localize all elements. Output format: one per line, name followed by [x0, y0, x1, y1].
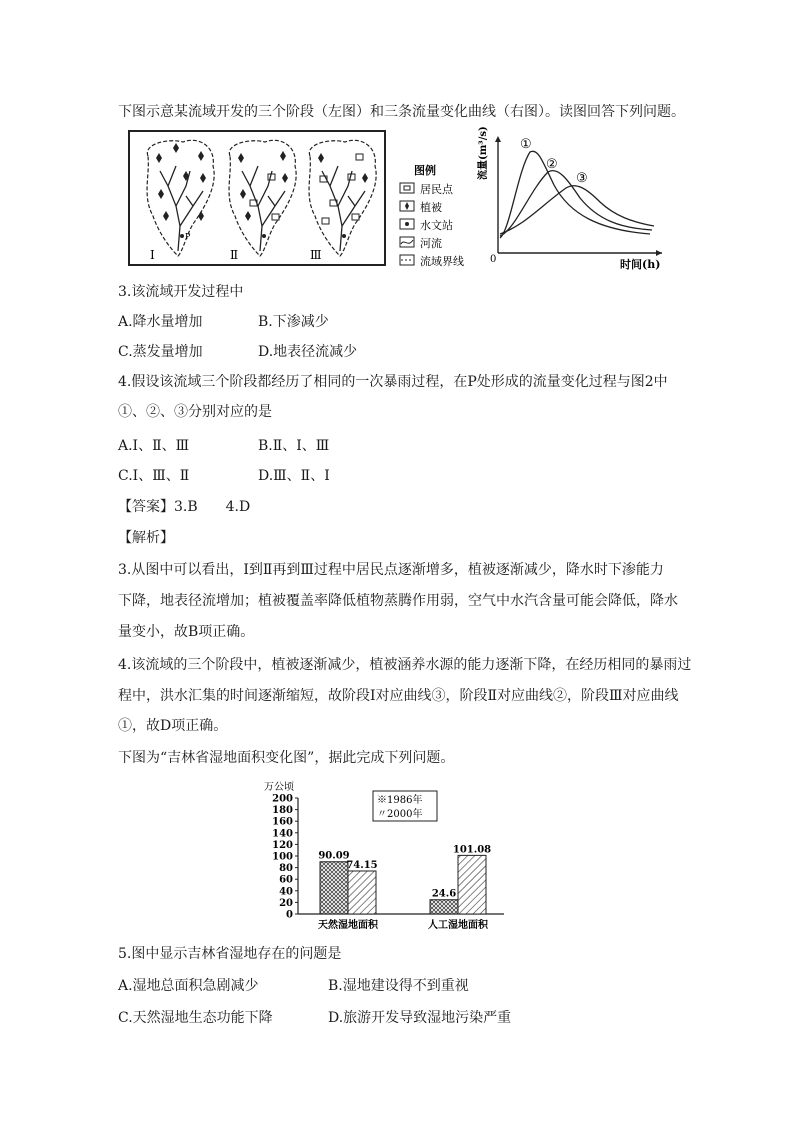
stage-label-1: Ⅰ — [150, 248, 155, 262]
vegetation-marks — [238, 151, 288, 221]
x-axis-label: 时间(h) — [620, 258, 661, 271]
analysis4-line1: 4.该流域的三个阶段中，植被逐渐减少，植被涵养水源的能力逐渐下降，在经历相同的暴雨过 — [118, 657, 692, 673]
basin-stages-figure — [128, 130, 386, 266]
origin-label: 0 — [490, 254, 497, 265]
discharge-curve-chart — [478, 126, 670, 275]
q3-stem: 3.该流域开发过程中 — [118, 284, 244, 300]
curve-label-2: ② — [546, 157, 558, 172]
q3-option-b: B.下渗减少 — [258, 314, 329, 330]
q3-option-a: A.降水量增加 — [118, 314, 203, 330]
curve-label-3: ③ — [576, 171, 588, 186]
y-tick-label: 200 — [272, 793, 293, 805]
hydro-station-icon — [342, 234, 346, 238]
y-tick-label: 120 — [272, 839, 293, 851]
bar-artificial-2000年 — [458, 855, 486, 914]
legend-item-boundary: 流域界线 — [420, 255, 464, 268]
q4-option-a: A.Ⅰ、Ⅱ、Ⅲ — [118, 438, 190, 454]
y-axis-label: 流量(m³/s) — [478, 126, 489, 180]
analysis4-line3: ①，故D项正确。 — [118, 718, 228, 734]
basin-stages-svg — [130, 132, 384, 264]
basin-stage-1 — [147, 140, 214, 262]
q4-stem-line2: ①、②、③分别对应的是 — [118, 404, 272, 420]
basin-stage-2 — [229, 140, 296, 262]
q4-option-b: B.Ⅱ、Ⅰ、Ⅲ — [258, 438, 330, 454]
category-label: 人工湿地面积 — [428, 920, 488, 931]
analysis-title: 【解析】 — [118, 530, 174, 546]
q5-intro: 下图为“吉林省湿地面积变化图”，据此完成下列问题。 — [118, 750, 455, 766]
q5-option-c: C.天然湿地生态功能下降 — [118, 1010, 273, 1026]
basin-stage-3 — [309, 140, 376, 262]
bar-natural-2000年 — [348, 871, 376, 914]
bar-natural-1986年 — [320, 862, 348, 914]
y-tick-label: 80 — [279, 863, 293, 875]
legend-item-hydro-station: 水文站 — [420, 219, 453, 232]
q5-option-b: B.湿地建设得不到重视 — [328, 978, 469, 994]
y-tick-label: 180 — [272, 805, 293, 817]
curve-1 — [500, 151, 650, 238]
q5-stem: 5.图中显示吉林省湿地存在的问题是 — [118, 946, 342, 962]
y-tick-label: 60 — [279, 874, 293, 886]
point-p-label: P — [185, 232, 191, 241]
data-label: 101.08 — [452, 844, 492, 856]
y-axis-arrow-icon — [495, 136, 501, 142]
stage-label-2: Ⅱ — [230, 248, 239, 262]
wetland-area-bar-chart — [262, 778, 512, 940]
data-label: 74.15 — [346, 859, 378, 871]
y-tick-label: 20 — [279, 897, 293, 909]
river-network — [160, 166, 203, 251]
legend-item-vegetation: 植被 — [420, 201, 442, 214]
q3-option-c: C.蒸发量增加 — [118, 344, 203, 360]
river-network — [322, 166, 365, 251]
q4-stem-line1: 4.假设该流域三个阶段都经历了相同的一次暴雨过程，在P处形成的流量变化过程与图2中 — [118, 374, 668, 390]
map-legend — [396, 160, 488, 272]
legend-title: 图例 — [414, 164, 436, 177]
river-network — [242, 166, 285, 251]
y-tick-label: 0 — [286, 909, 293, 921]
y-tick-label: 100 — [272, 851, 293, 863]
legend-item-1986: ※1986年 — [377, 795, 423, 806]
legend-item-river: 河流 — [420, 237, 442, 250]
hydro-station-icon — [262, 234, 266, 238]
data-label: 90.09 — [318, 850, 350, 862]
analysis3-line2: 下降，地表径流增加；植被覆盖率降低植物蒸腾作用弱，空气中水汽含量可能会降低，降水 — [118, 593, 678, 609]
settlement-marks — [320, 154, 363, 224]
q4-option-c: C.Ⅰ、Ⅲ、Ⅱ — [118, 468, 190, 484]
q5-option-d: D.旅游开发导致湿地污染严重 — [328, 1010, 512, 1026]
data-label: 24.6 — [431, 888, 457, 900]
q1-intro: 下图示意某流域开发的三个阶段（左图）和三条流量变化曲线（右图）。读图回答下列问题。 — [118, 104, 685, 120]
analysis3-line3: 量变小，故B项正确。 — [118, 624, 255, 640]
q3-option-d: D.地表径流减少 — [258, 344, 358, 360]
y-tick-label: 40 — [279, 886, 293, 898]
y-axis-unit-label: 万公顷 — [264, 782, 294, 793]
analysis3-line1: 3.从图中可以看出，Ⅰ到Ⅱ再到Ⅲ过程中居民点逐渐增多，植被逐渐减少，降水时下渗能力 — [118, 562, 664, 578]
hydro-station-icon — [180, 234, 184, 238]
y-tick-label: 140 — [272, 828, 293, 840]
answer-line: 【答案】3.B 4.D — [118, 499, 251, 515]
curve-label-1: ① — [520, 137, 532, 152]
q4-option-d: D.Ⅲ、Ⅱ、Ⅰ — [258, 468, 330, 484]
stage-label-3: Ⅲ — [310, 248, 322, 262]
y-tick-label: 160 — [272, 816, 293, 828]
settlement-icon — [400, 183, 414, 193]
legend-item-settlement: 居民点 — [420, 183, 453, 196]
legend-item-2000: 〃2000年 — [377, 809, 423, 820]
category-label: 天然湿地面积 — [318, 920, 378, 931]
x-axis-arrow-icon — [656, 250, 662, 256]
bar-artificial-1986年 — [430, 900, 458, 914]
analysis4-line2: 程中，洪水汇集的时间逐渐缩短，故阶段Ⅰ对应曲线③，阶段Ⅱ对应曲线②，阶段Ⅲ对应曲线 — [118, 688, 679, 704]
q5-option-a: A.湿地总面积急剧减少 — [118, 978, 259, 994]
vegetation-marks — [156, 143, 206, 221]
